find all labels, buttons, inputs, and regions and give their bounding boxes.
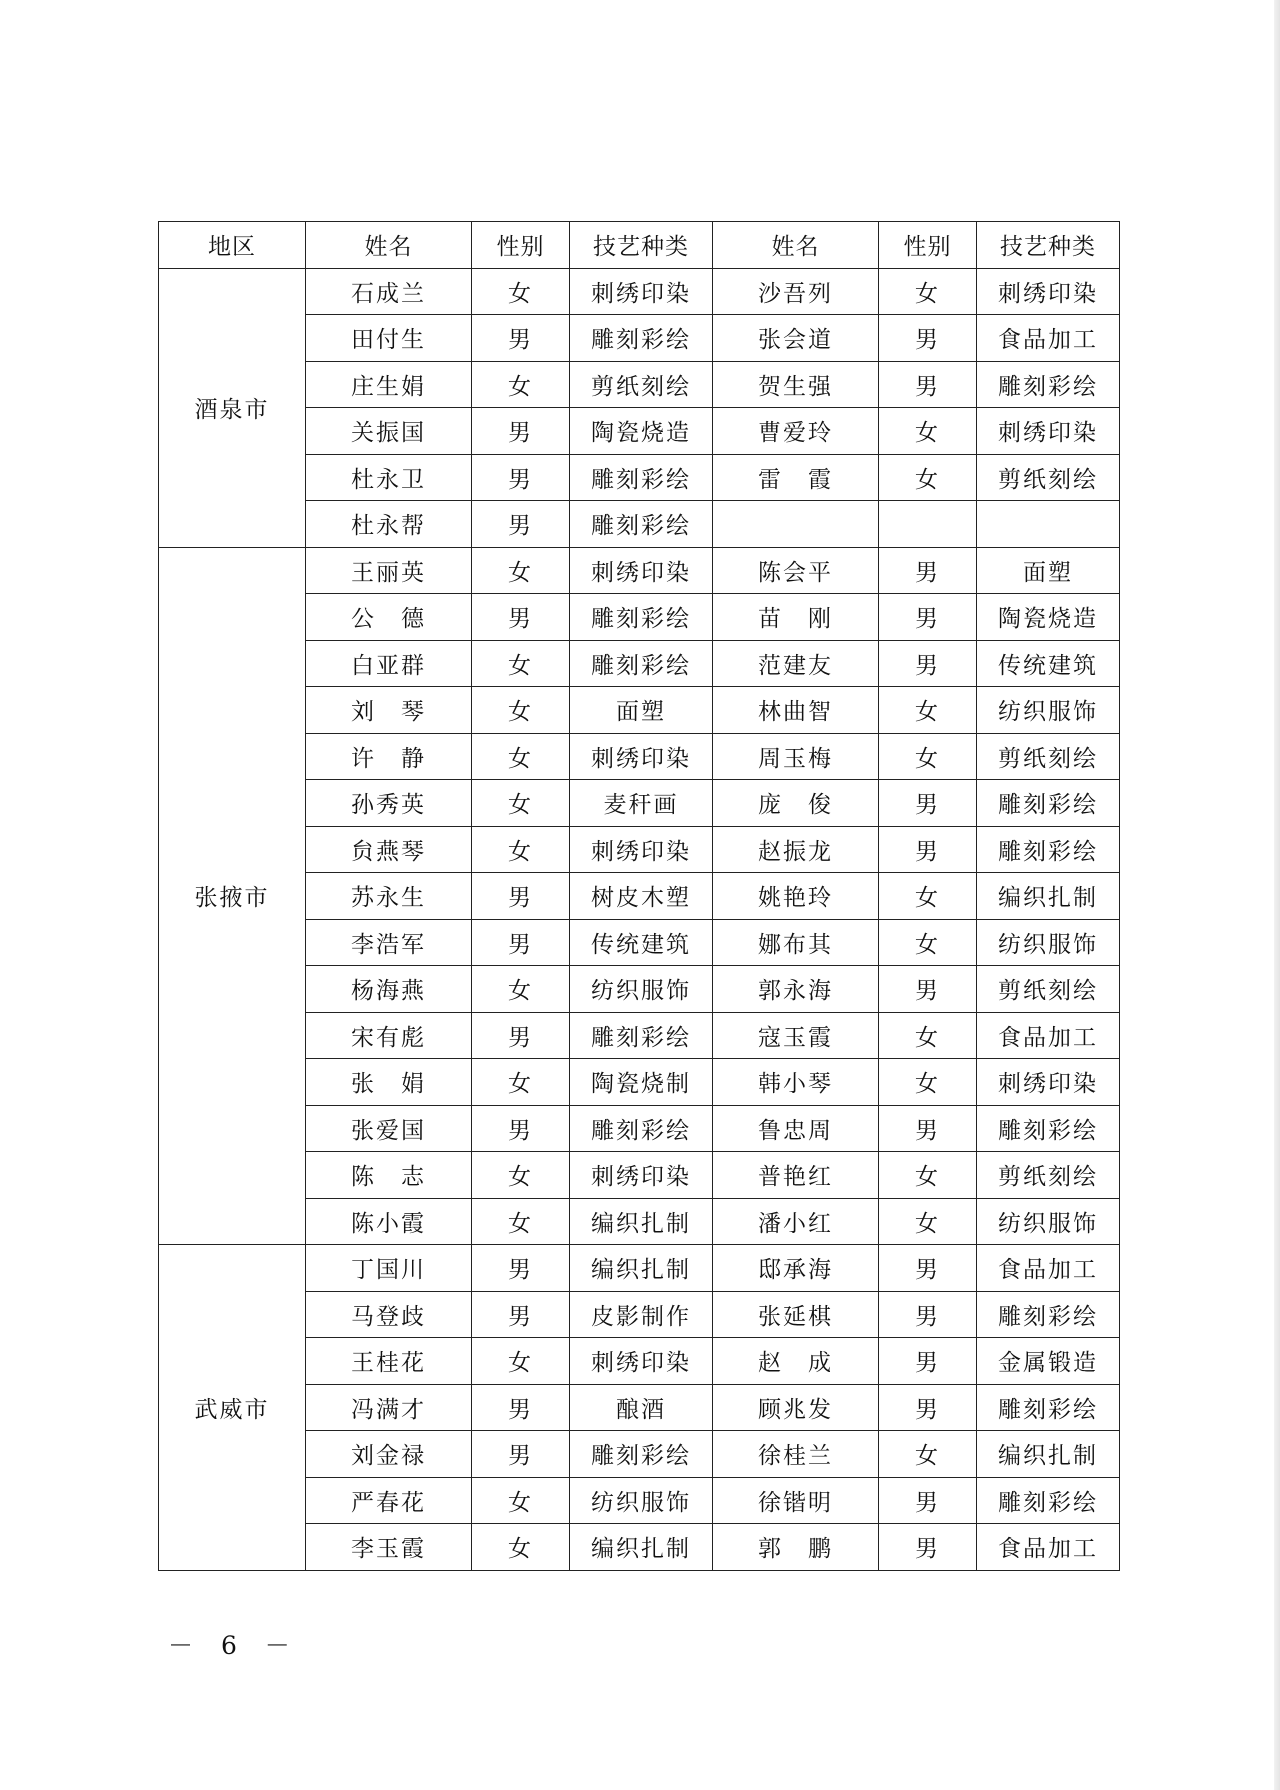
name-cell-2: 郭永海 [713, 966, 879, 1013]
name-cell: 王桂花 [306, 1338, 472, 1385]
craft-cell: 雕刻彩绘 [570, 640, 713, 687]
name-cell-2: 沙吾列 [713, 268, 879, 315]
gender-cell-2: 男 [879, 640, 977, 687]
gender-cell-2: 女 [879, 268, 977, 315]
gender-cell: 男 [472, 919, 570, 966]
craft-cell: 雕刻彩绘 [570, 454, 713, 501]
gender-cell: 男 [472, 1105, 570, 1152]
craft-cell: 刺绣印染 [570, 268, 713, 315]
craft-cell-2: 纺织服饰 [977, 1198, 1120, 1245]
craft-cell-2: 纺织服饰 [977, 919, 1120, 966]
gender-cell-2: 男 [879, 1291, 977, 1338]
gender-cell: 女 [472, 361, 570, 408]
craft-cell: 剪纸刻绘 [570, 361, 713, 408]
craft-cell: 雕刻彩绘 [570, 594, 713, 641]
name-cell-2: 普艳红 [713, 1152, 879, 1199]
craft-cell-2: 雕刻彩绘 [977, 780, 1120, 827]
name-cell: 王丽英 [306, 547, 472, 594]
craft-cell-2: 剪纸刻绘 [977, 733, 1120, 780]
gender-cell: 男 [472, 454, 570, 501]
name-cell-2: 林曲智 [713, 687, 879, 734]
name-cell: 冯满才 [306, 1384, 472, 1431]
name-cell: 关振国 [306, 408, 472, 455]
craft-cell: 刺绣印染 [570, 1152, 713, 1199]
craft-cell-2: 陶瓷烧造 [977, 594, 1120, 641]
gender-cell-2: 男 [879, 1245, 977, 1292]
craft-cell: 陶瓷烧造 [570, 408, 713, 455]
name-cell-2: 周玉梅 [713, 733, 879, 780]
craft-cell-2: 纺织服饰 [977, 687, 1120, 734]
name-cell-2: 苗 刚 [713, 594, 879, 641]
gender-cell: 女 [472, 1059, 570, 1106]
table-body [159, 268, 1120, 1570]
name-cell-2: 陈会平 [713, 547, 879, 594]
name-cell-2: 张延棋 [713, 1291, 879, 1338]
craft-cell-2: 刺绣印染 [977, 408, 1120, 455]
name-cell: 孙秀英 [306, 780, 472, 827]
name-cell: 公 德 [306, 594, 472, 641]
name-cell-2: 韩小琴 [713, 1059, 879, 1106]
header-gender-2: 性别 [879, 222, 977, 269]
name-cell-2: 潘小红 [713, 1198, 879, 1245]
name-cell: 石成兰 [306, 268, 472, 315]
name-cell-2: 顾兆发 [713, 1384, 879, 1431]
craft-cell: 皮影制作 [570, 1291, 713, 1338]
name-cell-2: 赵 成 [713, 1338, 879, 1385]
gender-cell: 男 [472, 315, 570, 362]
page-number: － 6 － [168, 1631, 300, 1660]
name-cell-2: 雷 霞 [713, 454, 879, 501]
gender-cell-2: 男 [879, 826, 977, 873]
header-gender: 性别 [472, 222, 570, 269]
craft-cell-2: 传统建筑 [977, 640, 1120, 687]
craft-cell: 雕刻彩绘 [570, 501, 713, 548]
craft-cell: 陶瓷烧制 [570, 1059, 713, 1106]
gender-cell: 女 [472, 780, 570, 827]
craft-cell: 刺绣印染 [570, 1338, 713, 1385]
craft-cell-2 [977, 501, 1120, 548]
name-cell: 杜永卫 [306, 454, 472, 501]
table-row [159, 547, 1120, 594]
craft-cell: 雕刻彩绘 [570, 1105, 713, 1152]
craft-cell: 麦秆画 [570, 780, 713, 827]
name-cell: 宋有彪 [306, 1012, 472, 1059]
name-cell-2: 赵振龙 [713, 826, 879, 873]
name-cell-2: 徐锴明 [713, 1477, 879, 1524]
name-cell-2: 娜布其 [713, 919, 879, 966]
artisan-roster-table [158, 221, 1120, 1571]
craft-cell-2: 雕刻彩绘 [977, 1291, 1120, 1338]
gender-cell: 女 [472, 1152, 570, 1199]
name-cell-2: 曹爱玲 [713, 408, 879, 455]
page-edge-shadow [1274, 0, 1280, 1790]
craft-cell: 酿酒 [570, 1384, 713, 1431]
gender-cell: 男 [472, 594, 570, 641]
name-cell: 杜永帮 [306, 501, 472, 548]
name-cell: 田付生 [306, 315, 472, 362]
craft-cell-2: 剪纸刻绘 [977, 1152, 1120, 1199]
name-cell-2: 徐桂兰 [713, 1431, 879, 1478]
name-cell: 杨海燕 [306, 966, 472, 1013]
name-cell: 庄生娟 [306, 361, 472, 408]
name-cell: 丁国川 [306, 1245, 472, 1292]
name-cell-2: 寇玉霞 [713, 1012, 879, 1059]
name-cell: 苏永生 [306, 873, 472, 920]
craft-cell: 纺织服饰 [570, 1477, 713, 1524]
name-cell-2: 郭 鹏 [713, 1524, 879, 1571]
name-cell: 刘金禄 [306, 1431, 472, 1478]
craft-cell-2: 面塑 [977, 547, 1120, 594]
craft-cell-2: 食品加工 [977, 1245, 1120, 1292]
gender-cell-2: 女 [879, 408, 977, 455]
gender-cell: 女 [472, 1524, 570, 1571]
craft-cell-2: 雕刻彩绘 [977, 1384, 1120, 1431]
craft-cell: 编织扎制 [570, 1524, 713, 1571]
gender-cell-2: 男 [879, 966, 977, 1013]
craft-cell-2: 刺绣印染 [977, 1059, 1120, 1106]
gender-cell-2: 女 [879, 1198, 977, 1245]
gender-cell: 女 [472, 640, 570, 687]
name-cell: 白亚群 [306, 640, 472, 687]
gender-cell-2: 女 [879, 1152, 977, 1199]
gender-cell: 女 [472, 1198, 570, 1245]
table-header-row [159, 222, 1120, 269]
gender-cell-2: 男 [879, 315, 977, 362]
table-row [159, 268, 1120, 315]
name-cell-2: 庞 俊 [713, 780, 879, 827]
gender-cell-2: 女 [879, 454, 977, 501]
craft-cell: 编织扎制 [570, 1198, 713, 1245]
name-cell: 张爱国 [306, 1105, 472, 1152]
table-row [159, 1245, 1120, 1292]
gender-cell-2: 女 [879, 687, 977, 734]
name-cell: 陈 志 [306, 1152, 472, 1199]
gender-cell: 男 [472, 1012, 570, 1059]
gender-cell-2: 男 [879, 1477, 977, 1524]
region-cell: 武威市 [159, 1245, 306, 1571]
gender-cell: 女 [472, 687, 570, 734]
name-cell-2: 鲁忠周 [713, 1105, 879, 1152]
craft-cell: 刺绣印染 [570, 826, 713, 873]
name-cell: 李玉霞 [306, 1524, 472, 1571]
gender-cell-2: 男 [879, 361, 977, 408]
gender-cell: 男 [472, 1245, 570, 1292]
region-cell: 酒泉市 [159, 268, 306, 547]
name-cell: 李浩军 [306, 919, 472, 966]
craft-cell: 刺绣印染 [570, 733, 713, 780]
region-cell: 张掖市 [159, 547, 306, 1245]
gender-cell: 女 [472, 268, 570, 315]
gender-cell-2: 女 [879, 1059, 977, 1106]
name-cell: 马登歧 [306, 1291, 472, 1338]
name-cell-2: 贺生强 [713, 361, 879, 408]
gender-cell: 男 [472, 873, 570, 920]
craft-cell-2: 编织扎制 [977, 873, 1120, 920]
gender-cell-2 [879, 501, 977, 548]
craft-cell: 雕刻彩绘 [570, 315, 713, 362]
craft-cell-2: 雕刻彩绘 [977, 361, 1120, 408]
craft-cell-2: 食品加工 [977, 1012, 1120, 1059]
name-cell: 张 娟 [306, 1059, 472, 1106]
gender-cell-2: 女 [879, 733, 977, 780]
gender-cell-2: 女 [879, 873, 977, 920]
gender-cell-2: 男 [879, 1384, 977, 1431]
craft-cell: 雕刻彩绘 [570, 1012, 713, 1059]
craft-cell-2: 雕刻彩绘 [977, 826, 1120, 873]
header-name-2: 姓名 [713, 222, 879, 269]
gender-cell: 女 [472, 966, 570, 1013]
gender-cell: 女 [472, 826, 570, 873]
table-container [158, 221, 1120, 1571]
name-cell-2: 范建友 [713, 640, 879, 687]
name-cell: 陈小霞 [306, 1198, 472, 1245]
gender-cell: 男 [472, 1291, 570, 1338]
craft-cell: 编织扎制 [570, 1245, 713, 1292]
craft-cell-2: 刺绣印染 [977, 268, 1120, 315]
craft-cell-2: 金属锻造 [977, 1338, 1120, 1385]
name-cell: 刘 琴 [306, 687, 472, 734]
name-cell: 许 静 [306, 733, 472, 780]
craft-cell-2: 剪纸刻绘 [977, 454, 1120, 501]
name-cell-2: 姚艳玲 [713, 873, 879, 920]
gender-cell: 女 [472, 547, 570, 594]
gender-cell-2: 男 [879, 1105, 977, 1152]
name-cell: 贠燕琴 [306, 826, 472, 873]
craft-cell: 树皮木塑 [570, 873, 713, 920]
gender-cell: 男 [472, 1384, 570, 1431]
craft-cell-2: 剪纸刻绘 [977, 966, 1120, 1013]
gender-cell: 女 [472, 733, 570, 780]
gender-cell-2: 男 [879, 547, 977, 594]
header-region: 地区 [159, 222, 306, 269]
craft-cell-2: 食品加工 [977, 1524, 1120, 1571]
gender-cell-2: 女 [879, 919, 977, 966]
gender-cell-2: 男 [879, 594, 977, 641]
gender-cell: 男 [472, 501, 570, 548]
craft-cell-2: 雕刻彩绘 [977, 1105, 1120, 1152]
craft-cell: 纺织服饰 [570, 966, 713, 1013]
header-craft-2: 技艺种类 [977, 222, 1120, 269]
craft-cell-2: 雕刻彩绘 [977, 1477, 1120, 1524]
name-cell-2: 邸承海 [713, 1245, 879, 1292]
header-craft: 技艺种类 [570, 222, 713, 269]
gender-cell-2: 女 [879, 1012, 977, 1059]
gender-cell: 男 [472, 408, 570, 455]
craft-cell: 面塑 [570, 687, 713, 734]
name-cell-2 [713, 501, 879, 548]
name-cell-2: 张会道 [713, 315, 879, 362]
gender-cell-2: 男 [879, 1524, 977, 1571]
craft-cell: 刺绣印染 [570, 547, 713, 594]
header-name: 姓名 [306, 222, 472, 269]
craft-cell: 传统建筑 [570, 919, 713, 966]
craft-cell-2: 食品加工 [977, 315, 1120, 362]
gender-cell: 女 [472, 1338, 570, 1385]
gender-cell-2: 女 [879, 1431, 977, 1478]
gender-cell-2: 男 [879, 780, 977, 827]
craft-cell: 雕刻彩绘 [570, 1431, 713, 1478]
gender-cell: 女 [472, 1477, 570, 1524]
craft-cell-2: 编织扎制 [977, 1431, 1120, 1478]
gender-cell: 男 [472, 1431, 570, 1478]
gender-cell-2: 男 [879, 1338, 977, 1385]
name-cell: 严春花 [306, 1477, 472, 1524]
